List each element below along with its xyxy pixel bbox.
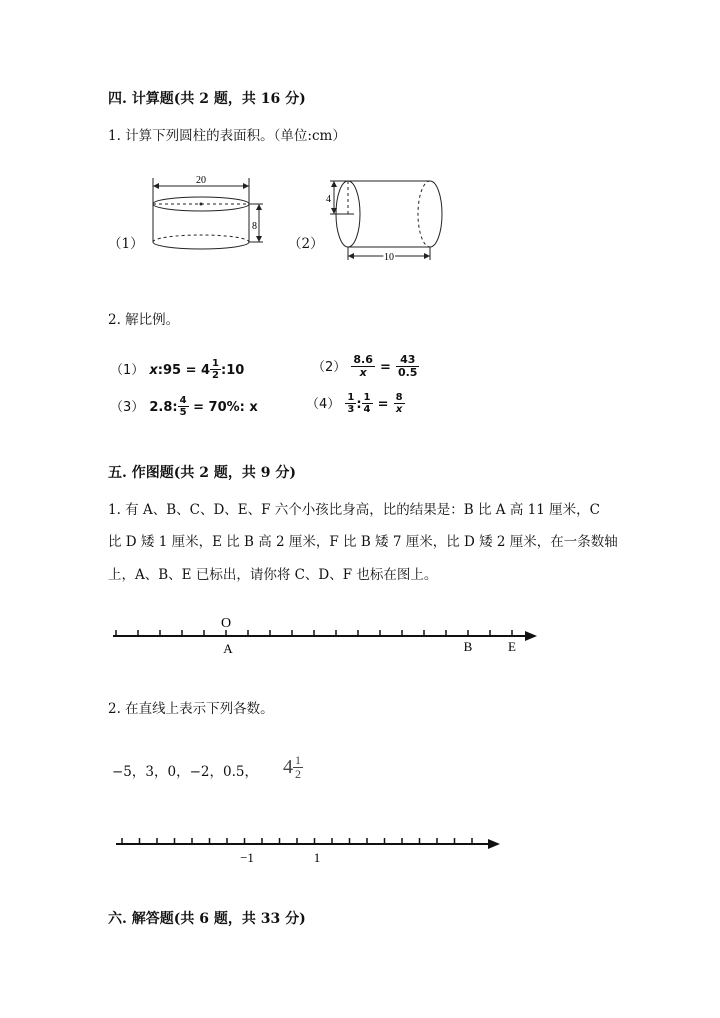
s5-q1-line3: 上，A、B、E 已标出，请你将 C、D、F 也标在图上。	[108, 567, 438, 583]
mixed-whole: 4	[283, 756, 293, 779]
item3-label: （3）	[110, 400, 145, 415]
nl1-label-b: B	[463, 639, 473, 654]
number-line-1-arrow	[525, 631, 537, 641]
item1-whole: 4	[201, 363, 211, 378]
number-line-2-arrow	[488, 839, 500, 849]
section5-heading: 五. 作图题(共 2 题，共 9 分)	[108, 465, 296, 481]
nl2-label-1: 1	[313, 850, 321, 865]
s5-q2-prompt: 2. 在直线上表示下列各数。	[108, 701, 274, 717]
mixed-number	[283, 754, 303, 781]
q1-prompt: 1. 计算下列圆柱的表面积。（单位:cm）	[108, 128, 346, 144]
cylinder-figure-2	[318, 172, 448, 264]
item1-fraction: $\frac{1}{2}$	[212, 358, 220, 381]
s5-q1-line1: 1. 有 A、B、C、D、E、F 六个小孩比身高，比的结果是：B 比 A 高 11 厘米，C	[108, 502, 600, 518]
fig1-height-value: 8	[252, 221, 257, 232]
q2-prompt: 2. 解比例。	[108, 312, 180, 328]
item4-label: （4）	[306, 397, 341, 412]
proportion-item-2: （2） $\frac{8.6}{x}$ = $\frac{43}{0.5}$	[312, 353, 418, 380]
nl1-label-a: A	[223, 641, 233, 656]
fig1-label: （1）	[108, 236, 144, 252]
fig2-radius-value: 4	[326, 194, 331, 205]
section6-heading: 六. 解答题(共 6 题，共 33 分)	[108, 911, 306, 927]
item2-label: （2）	[312, 360, 347, 376]
number-line-1	[105, 610, 545, 660]
mixed-fraction: $\frac{1}{2}$	[295, 753, 301, 782]
item1-right: :10	[221, 363, 245, 378]
fig1-diameter-value: 20	[196, 175, 206, 186]
cylinder-figure-1	[145, 172, 275, 262]
fig2-label: （2）	[288, 236, 324, 252]
s5-q2-numbers: −5，3，0，−2，0.5，	[112, 764, 258, 780]
s5-q1-line2: 比 D 矮 1 厘米，E 比 B 高 2 厘米，F 比 B 矮 7 厘米，比 D 矮 2 厘米，在一条数轴	[108, 534, 618, 550]
section4-heading: 四. 计算题(共 2 题，共 16 分)	[108, 91, 306, 107]
number-line-2	[110, 830, 505, 870]
nl1-label-e: E	[508, 639, 516, 654]
nl2-label-neg1: −1	[240, 850, 254, 865]
proportion-item-1: （1） x:95 = 4 $\frac{1}{2}$ :10	[110, 358, 245, 381]
item1-label: （1）	[110, 363, 145, 378]
fig2-length-value: 10	[384, 252, 394, 263]
nl1-origin-label: O	[220, 616, 232, 631]
proportion-item-3: （3） 2.8: $\frac{4}{5}$ = 70%: x	[110, 395, 258, 418]
proportion-item-4: （4） $\frac{1}{3}$ : $\frac{1}{4}$ = $\frac{8}{x}$	[306, 392, 403, 415]
